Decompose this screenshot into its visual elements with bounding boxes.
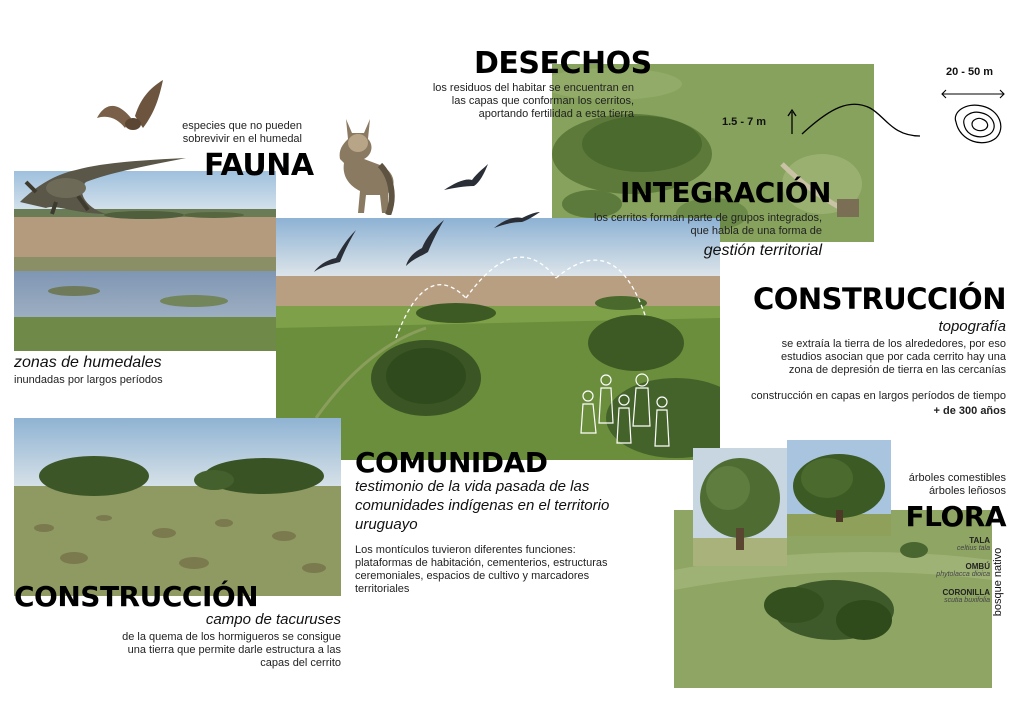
lizard-illustration bbox=[16, 152, 188, 218]
species-item: CORONILLA scutia buxifolia bbox=[942, 588, 990, 604]
mound-profile-diagram bbox=[770, 88, 1010, 160]
construccion-topografia-years: + de 300 años bbox=[933, 405, 1006, 417]
integracion-text: los cerritos forman parte de grupos integrados, que habla de una forma de bbox=[593, 212, 822, 237]
bird-1-icon bbox=[442, 162, 490, 194]
flora-title: FLORA bbox=[905, 500, 1006, 533]
bird-3-icon bbox=[312, 228, 358, 274]
fauna-text: especies que no pueden sobrevivir en el humedal bbox=[182, 120, 302, 145]
humedales-subtitle: inundadas por largos períodos bbox=[14, 374, 163, 386]
desechos-text: los residuos del habitar se encuentran en las capas que conforman los cerritos, aportando fertilidad a esta tierra bbox=[432, 82, 634, 120]
bird-2-icon bbox=[404, 218, 446, 268]
tala-tree-photo bbox=[693, 448, 787, 566]
comunidad-text: Los montículos tuvieron diferentes funciones: plataformas de habitación, cementerios, estructuras ceremoniales, espacios de cultivo y marcadores territoriales bbox=[355, 544, 608, 595]
flora-text: árboles comestibles árboles leñosos bbox=[908, 472, 1006, 497]
comunidad-subtitle: testimonio de la vida pasada de las comunidades indígenas en el territorio uruguayo bbox=[355, 478, 610, 533]
species-item: TALA celtius tala bbox=[956, 536, 990, 552]
integracion-emphasis: gestión territorial bbox=[703, 242, 822, 259]
flora-species-list bbox=[900, 536, 990, 604]
tacuruses-field-photo bbox=[14, 418, 341, 596]
construccion-topografia-subtitle: topografía bbox=[938, 318, 1006, 335]
desechos-title: DESECHOS bbox=[474, 46, 652, 81]
integracion-title: INTEGRACIÓN bbox=[620, 176, 831, 209]
construccion-tacuruses-text: de la quema de los hormigueros se consigue una tierra que permite darle estructura a las capas del cerrito bbox=[122, 631, 341, 669]
comunidad-title: COMUNIDAD bbox=[355, 446, 548, 479]
flora-vertical-label: bosque nativo bbox=[992, 547, 1004, 617]
diagram-width-label: 20 - 50 m bbox=[946, 66, 994, 78]
construccion-tacuruses-title: CONSTRUCCIÓN bbox=[14, 580, 259, 613]
construccion-topografia-text: se extraía la tierra de los alrededores, por eso estudios asocian que por cada cerrito hay una zona de depresión de tierra en las cercanías bbox=[780, 338, 1006, 376]
diagram-height-label: 1.5 - 7 m bbox=[722, 116, 767, 128]
construccion-tacuruses-subtitle: campo de tacuruses bbox=[205, 611, 341, 628]
fox-illustration bbox=[318, 115, 400, 215]
construccion-topografia-text2: construcción en capas en largos períodos de tiempo bbox=[751, 390, 1006, 402]
construccion-topografia-title: CONSTRUCCIÓN bbox=[752, 282, 1006, 316]
fauna-title: FAUNA bbox=[204, 148, 314, 183]
humedales-title: zonas de humedales bbox=[14, 354, 162, 371]
species-item: OMBÚ phytolacca dioica bbox=[936, 562, 990, 578]
